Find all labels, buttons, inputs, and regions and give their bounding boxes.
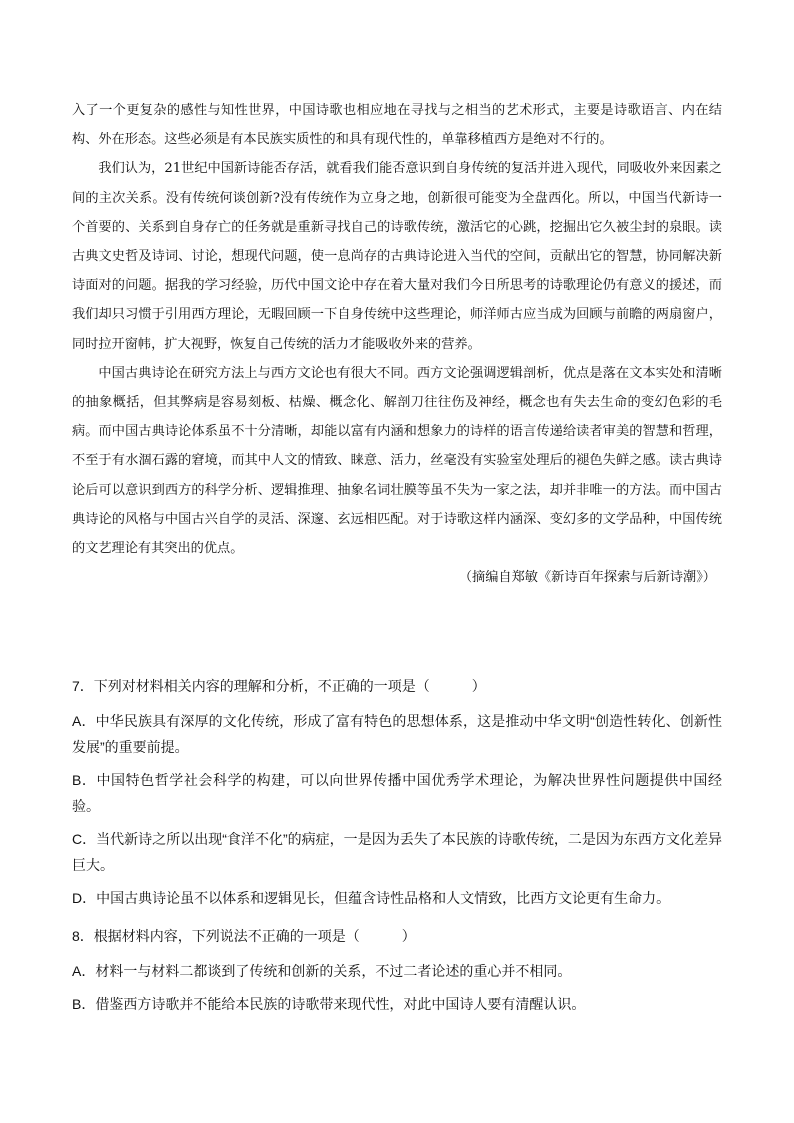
- option-b: B．中国特色哲学社会科学的构建，可以向世界传播中国优秀学术理论，为解决世界性问题提供中国经验。: [72, 772, 722, 814]
- passage-paragraph-2: 我们认为，21世纪中国新诗能否存活，就看我们能否意识到自身传统的复活并进入现代，同吸收外来因素之间的主次关系。没有传统何谈创新?没有传统作为立身之地，创新很可能变为全盘西化。所以，中国当代新诗一个首要的、关系到自身存亡的任务就是重新寻找自己的诗歌传统，激活它的心跳，挖掘出它久被尘封的泉眼。读古典文史哲及诗词、讨论，想现代问题，使一息尚存的古典诗论进入当代的空间，贡献出它的智慧，协同解决新诗面对的问题。据我的学习经验，历代中国文论中存在着大量对我们今日所思考的诗歌理论仍有意义的援述，而我们却只习惯于引用西方理论，无暇回顾一下自身传统中这些理论，师洋师古应当成为回顾与前瞻的两扇窗户，同时拉开窗帏，扩大视野，恢复自己传统的活力才能吸收外来的营养。: [72, 161, 722, 352]
- question-section: [72, 672, 722, 1024]
- option-a: A．中华民族具有深厚的文化传统，形成了富有特色的思想体系，这是推动中华文明“创造性转化、创新性发展”的重要前提。: [72, 713, 722, 755]
- passage-paragraph-1: 入了一个更复杂的感性与知性世界，中国诗歌也相应地在寻找与之相当的艺术形式，主要是诗歌语言、内在结构、外在形态。这些必须是有本民族实质性的和具有现代性的，单靠移植西方是绝对不行的。: [72, 103, 722, 148]
- reading-passage: [72, 96, 722, 592]
- passage-paragraph-3: 中国古典诗论在研究方法上与西方文论也有很大不同。西方文论强调逻辑剖析，优点是落在文本实处和清晰的抽象概括，但其弊病是容易刻板、枯燥、概念化、解剖刀往往伤及神经，概念也有失去生命的变幻色彩的毛病。而中国古典诗论体系虽不十分清晰，却能以富有内涵和想象力的诗样的语言传递给读者审美的智慧和哲理，不至于有水涸石露的窘境，而其中人文的情致、睐意、活力，丝毫没有实验室处理后的褪色失鲜之感。读古典诗论后可以意识到西方的科学分析、逻辑推理、抽象名词壮膜等虽不失为一家之法，却并非唯一的方法。而中国古典诗论的风格与中国古兴自学的灵活、深邃、玄远相匹配。对于诗歌这样内涵深、变幻多的文学品种，中国传统的文艺理论有其突出的优点。: [72, 365, 722, 557]
- question-stem: 7．下列对材料相关内容的理解和分析，不正确的一项是（ ）: [72, 678, 486, 694]
- question-7: [72, 672, 722, 911]
- question-stem: 8．根据材料内容，下列说法不正确的一项是（ ）: [72, 928, 416, 944]
- option-d: D．中国古典诗论虽不以体系和逻辑见长，但蕴含诗性品格和人文情致，比西方文论更有生命力。: [72, 890, 671, 906]
- option-a: A．材料一与材料二都谈到了传统和创新的关系，不过二者论述的重心并不相同。: [72, 963, 572, 979]
- option-c: C．当代新诗之所以出现“食洋不化”的病症，一是因为丢失了本民族的诗歌传统，二是因为东西方文化差异巨大。: [72, 831, 722, 873]
- question-8: [72, 922, 722, 1017]
- option-b: B．借鉴西方诗歌并不能给本民族的诗歌带来现代性，对此中国诗人要有清醒认识。: [72, 996, 586, 1012]
- passage-source-citation: （摘编自郑敏《新诗百年探索与后新诗潮》）: [458, 570, 716, 586]
